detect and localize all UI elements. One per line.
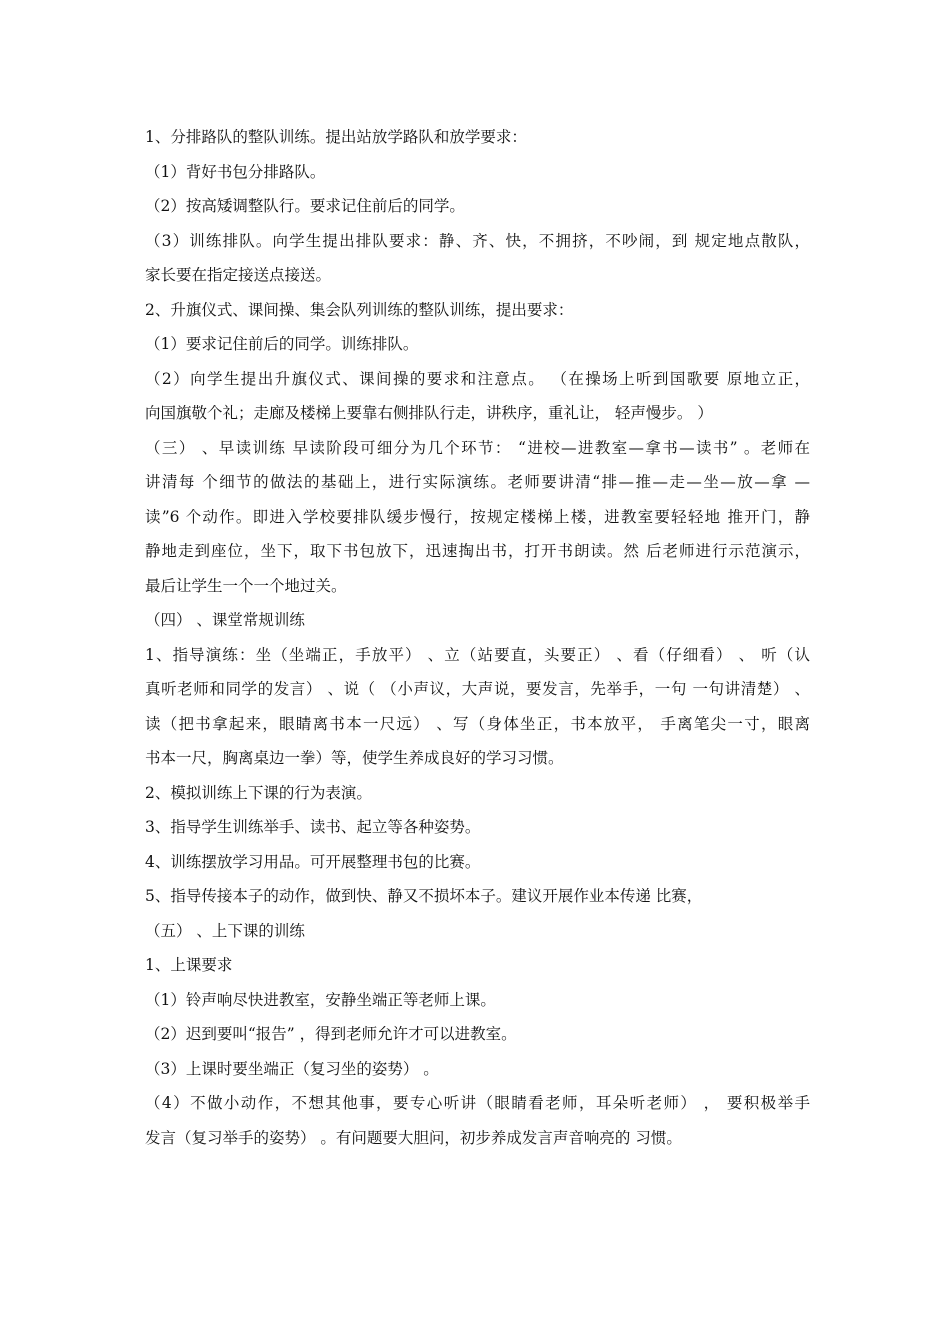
text-line: 1、上课要求	[145, 956, 233, 974]
text-line: 1、分排路队的整队训练。提出站放学路队和放学要求：	[145, 128, 527, 146]
text-line: （2）迟到要叫“报告” ，得到老师允许才可以进教室。	[145, 1025, 517, 1043]
text-line: （1）要求记住前后的同学。训练排队。	[145, 335, 419, 353]
text-line: 最后让学生一个一个地过关。	[145, 576, 347, 595]
text-line: 3、指导学生训练举手、读书、起立等各种姿势。	[145, 818, 481, 836]
text-line: 书本一尺，胸离桌边一拳）等，使学生养成良好的学习习惯。	[145, 749, 564, 767]
document-body	[145, 120, 810, 1155]
text-line: 向国旗敬个礼；走廊及楼梯上要靠右侧排队行走，讲秩序，重礼让， 轻声慢步。 ）	[145, 404, 713, 422]
text-line: （1）背好书包分排路队。	[145, 162, 326, 181]
text-line: （4）不做小动作，不想其他事，要专心听讲（眼睛看老师，耳朵听老师） ， 要积极举手	[145, 1094, 810, 1112]
text-line: （1）铃声响尽快进教室，安静坐端正等老师上课。	[145, 990, 496, 1009]
text-line: 4、训练摆放学习用品。可开展整理书包的比赛。	[145, 852, 481, 871]
text-line: 2、模拟训练上下课的行为表演。	[145, 783, 372, 802]
text-line: 家长要在指定接送点接送。	[145, 266, 332, 284]
text-line: 2、升旗仪式、课间操、集会队列训练的整队训练，提出要求：	[145, 300, 574, 319]
text-line: 1、指导演练：坐（坐端正，手放平） 、立（站要直，头要正） 、看（仔细看） 、 听（认	[145, 645, 810, 664]
text-line: （四） 、课堂常规训练	[145, 611, 305, 629]
text-line: （3）训练排队。向学生提出排队要求：静、齐、快，不拥挤，不吵闹，到 规定地点散队，	[145, 231, 810, 250]
text-line: 读（把书拿起来，眼睛离书本一尺远） 、写（身体坐正，书本放平， 手离笔尖一寸，眼离	[145, 714, 810, 733]
text-line: 读”6 个动作。即进入学校要排队缓步慢行，按规定楼梯上楼，进教室要轻轻地 推开门，静	[145, 507, 810, 526]
text-line: （2）向学生提出升旗仪式、课间操的要求和注意点。 （在操场上听到国歌要 原地立正，	[145, 369, 810, 388]
text-line: 讲清每 个细节的做法的基础上，进行实际演练。老师要讲清“排—推—走—坐—放—拿 —	[145, 473, 810, 491]
text-line: 5、指导传接本子的动作，做到快、静又不损坏本子。建议开展作业本传递 比赛，	[145, 887, 703, 905]
text-line: 静地走到座位，坐下，取下书包放下，迅速掏出书，打开书朗读。然 后老师进行示范演示，	[145, 542, 810, 560]
text-line: 真听老师和同学的发言） 、说（ （小声议，大声说，要发言，先举手，一句 一句讲清楚） 、	[145, 680, 810, 698]
text-line: （五） 、上下课的训练	[145, 921, 305, 940]
text-line: （三） 、早读训练 早读阶段可细分为几个环节： “进校—进教室—拿书—读书” 。老师在	[145, 438, 810, 457]
text-line: （3）上课时要坐端正（复习坐的姿势） 。	[145, 1059, 439, 1078]
text-line: （2）按高矮调整队行。要求记住前后的同学。	[145, 197, 465, 215]
text-line: 发言（复习举手的姿势） 。有问题要大胆问，初步养成发言声音响亮的 习惯。	[145, 1128, 682, 1147]
